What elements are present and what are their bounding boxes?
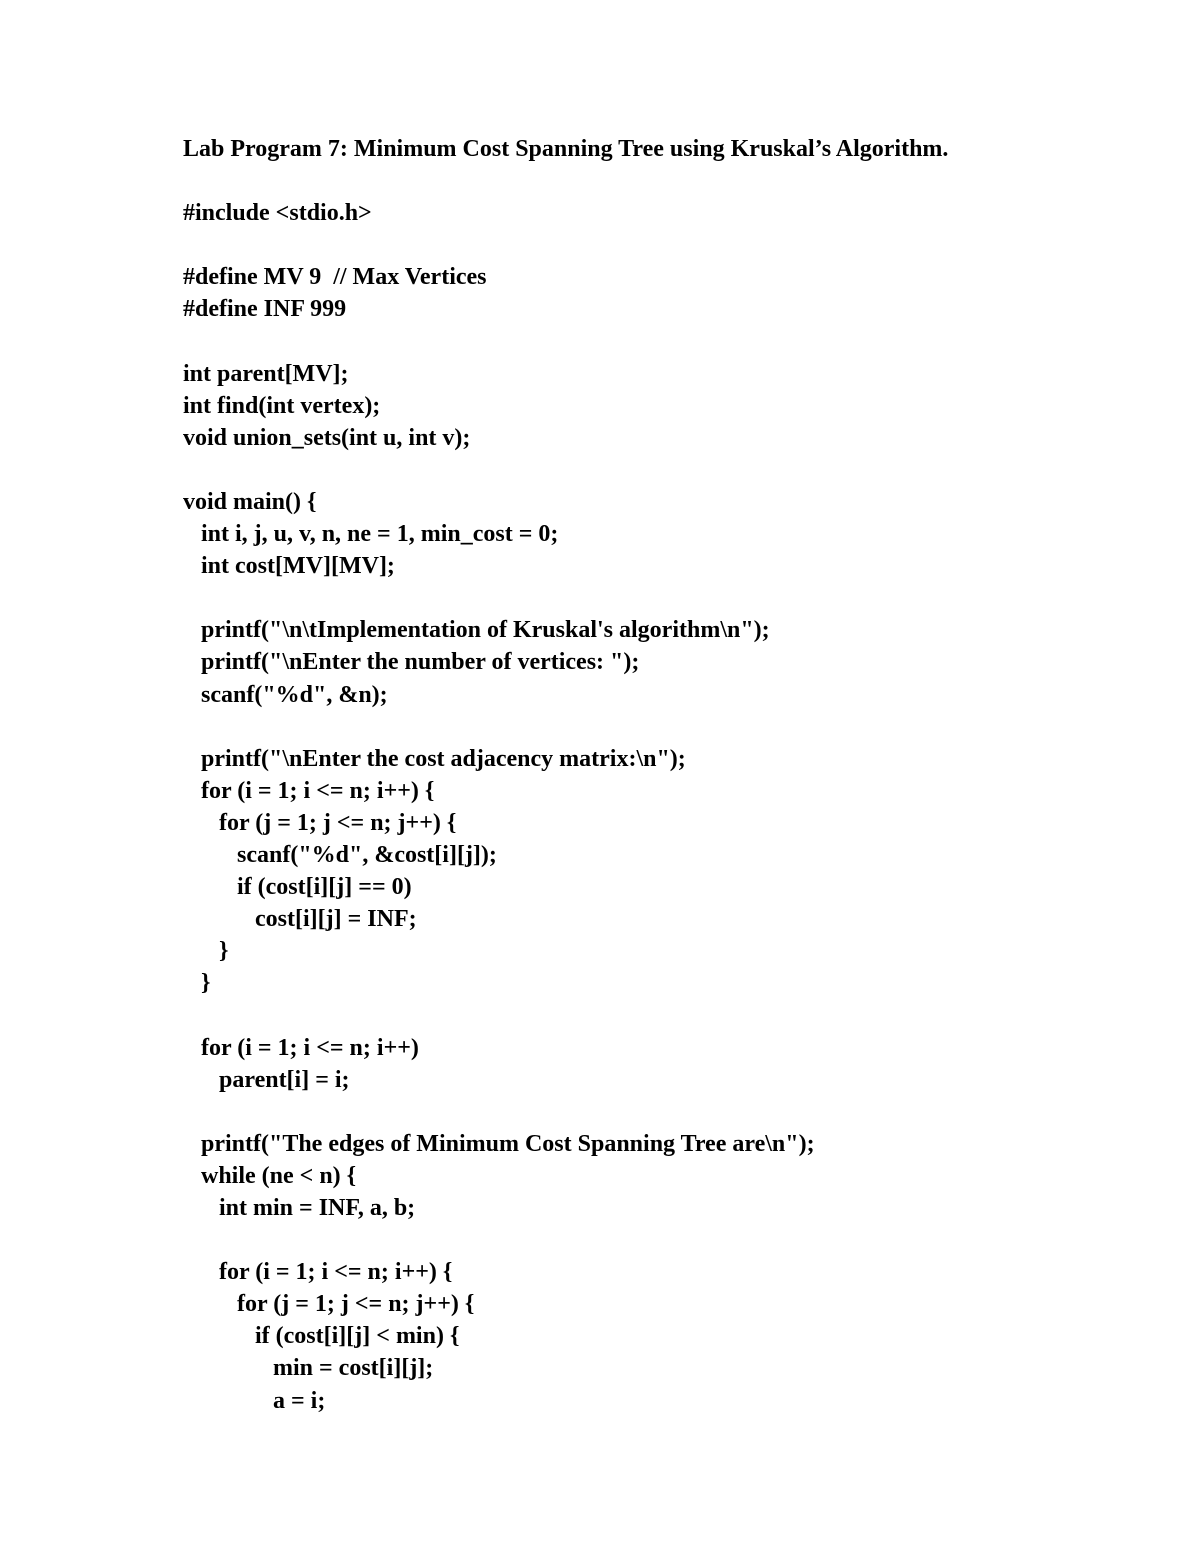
document-title: Lab Program 7: Minimum Cost Spanning Tree using Kruskal’s Algorithm.: [183, 136, 949, 162]
code-line: while (ne < n) {: [183, 1162, 357, 1189]
code-line: cost[i][j] = INF;: [183, 906, 417, 933]
code-line: scanf("%d", &cost[i][j]);: [183, 841, 497, 868]
code-line: #define INF 999: [183, 296, 347, 323]
code-line: if (cost[i][j] == 0): [183, 874, 412, 901]
blank-line: [183, 999, 1143, 1031]
code-line: }: [183, 938, 229, 965]
code-line: int parent[MV];: [183, 360, 349, 387]
code-line: int find(int vertex);: [183, 392, 381, 419]
code-line: #include <stdio.h>: [183, 200, 372, 227]
blank-line: [183, 1224, 1143, 1256]
code-line: scanf("%d", &n);: [183, 681, 388, 708]
code-line: void union_sets(int u, int v);: [183, 424, 471, 451]
blank-line: [183, 711, 1143, 743]
blank-line: [183, 1096, 1143, 1128]
blank-line: [183, 454, 1143, 486]
code-line: for (i = 1; i <= n; i++) {: [183, 777, 435, 804]
code-line: if (cost[i][j] < min) {: [183, 1323, 460, 1350]
blank-line: [183, 582, 1143, 614]
code-line: for (i = 1; i <= n; i++): [183, 1034, 419, 1061]
code-line: a = i;: [183, 1387, 326, 1414]
code-line: parent[i] = i;: [183, 1066, 350, 1093]
code-line: int i, j, u, v, n, ne = 1, min_cost = 0;: [183, 521, 559, 548]
code-line: min = cost[i][j];: [183, 1355, 434, 1382]
code-line: int cost[MV][MV];: [183, 553, 395, 580]
code-line: printf("\nEnter the cost adjacency matrix:\n");: [183, 745, 686, 772]
code-line: for (i = 1; i <= n; i++) {: [183, 1259, 453, 1286]
title-spacer: [183, 165, 1143, 197]
code-line: printf("\n\tImplementation of Kruskal's algorithm\n");: [183, 617, 770, 644]
code-line: }: [183, 970, 211, 997]
code-line: printf("The edges of Minimum Cost Spanning Tree are\n");: [183, 1130, 815, 1157]
code-line: printf("\nEnter the number of vertices: ");: [183, 649, 640, 676]
code-line: for (j = 1; j <= n; j++) {: [183, 1291, 475, 1318]
code-listing: [183, 197, 1143, 1417]
code-line: void main() {: [183, 488, 317, 515]
code-line: #define MV 9 // Max Vertices: [183, 264, 487, 291]
code-line: int min = INF, a, b;: [183, 1195, 416, 1221]
blank-line: [183, 229, 1143, 261]
blank-line: [183, 325, 1143, 357]
code-line: for (j = 1; j <= n; j++) {: [183, 809, 457, 836]
document-body: [183, 133, 1143, 1417]
